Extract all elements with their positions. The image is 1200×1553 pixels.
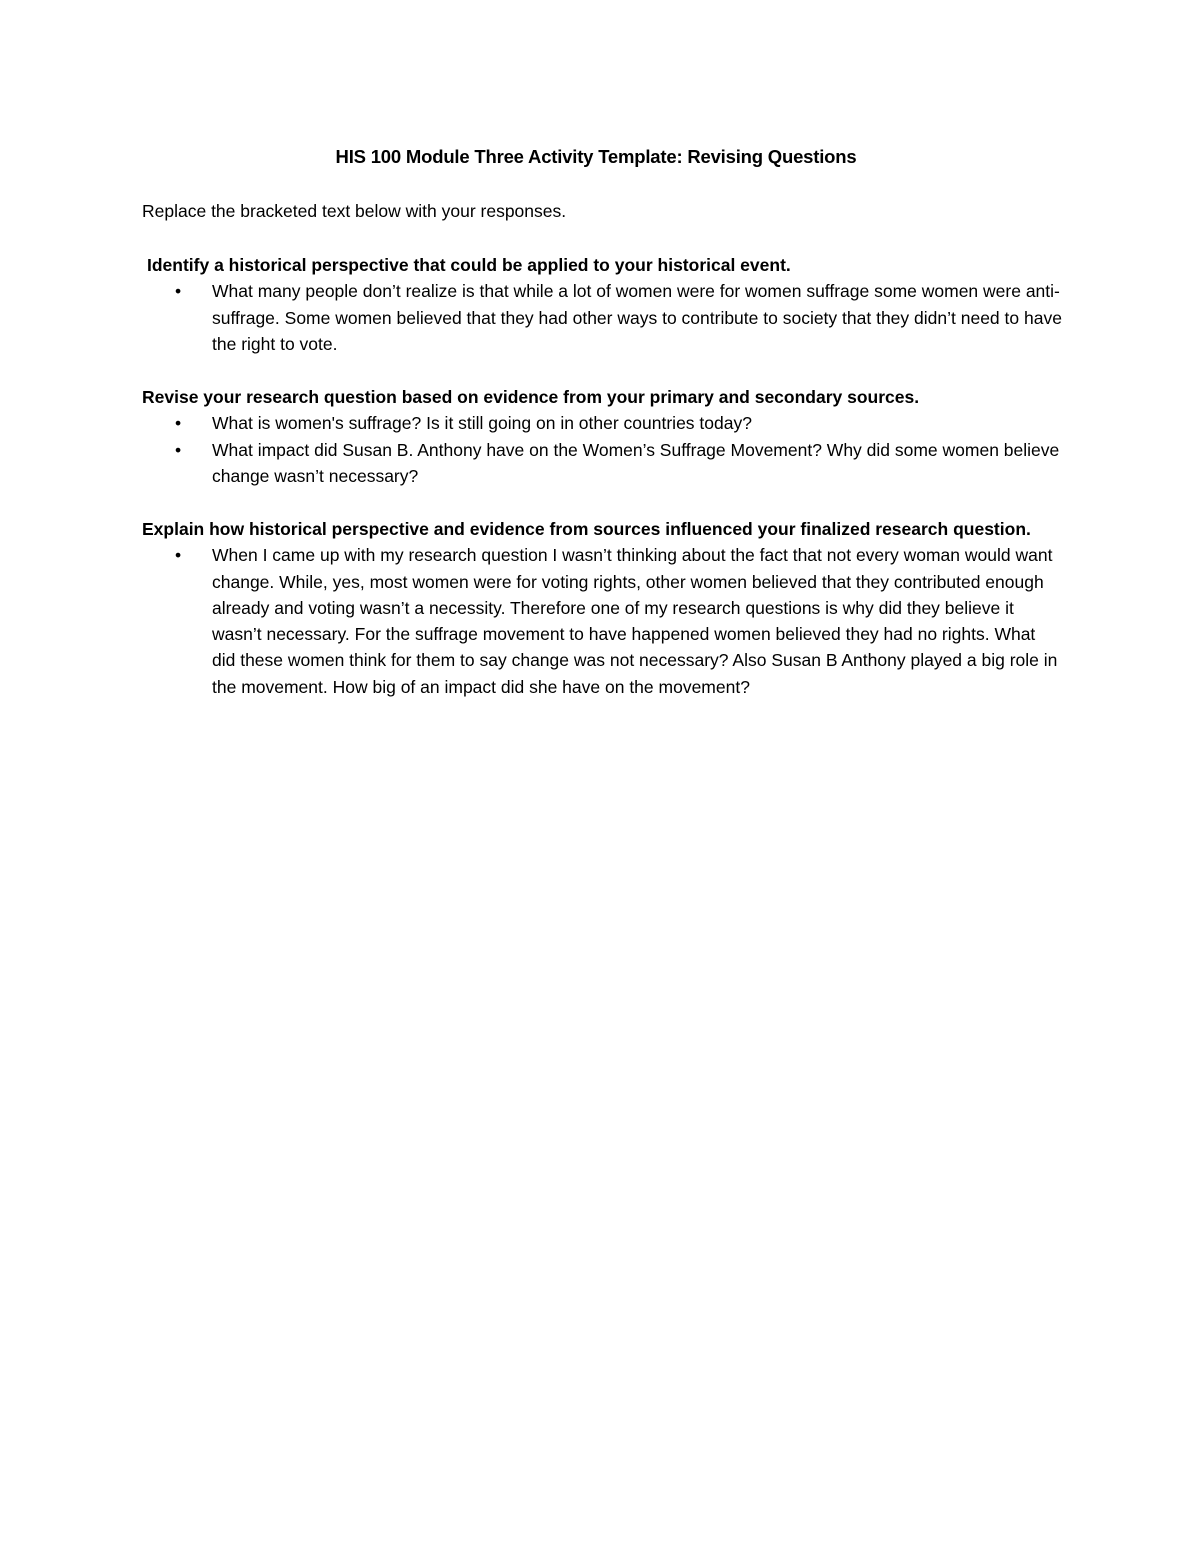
- document-title: HIS 100 Module Three Activity Template: Revising Questions: [335, 146, 857, 167]
- bullet-icon: •: [175, 545, 182, 566]
- bullet-list: [142, 278, 1062, 357]
- bullet-icon: •: [175, 413, 182, 434]
- section-explanation: [142, 516, 1062, 700]
- bullet-item: [142, 437, 1062, 490]
- bullet-item: [142, 278, 1062, 357]
- section-historical-perspective: [142, 252, 1062, 357]
- bullet-icon: •: [175, 439, 182, 460]
- bullet-text: What is women's suffrage? Is it still going on in other countries today?: [212, 413, 752, 434]
- instruction-text: Replace the bracketed text below with your responses.: [142, 201, 567, 221]
- bullet-list: [142, 410, 1062, 489]
- bullet-list: [142, 542, 1062, 700]
- section-heading: Revise your research question based on evidence from your primary and secondary sources.: [142, 387, 920, 407]
- bullet-icon: •: [175, 281, 182, 302]
- section-revised-research-question: [142, 384, 1062, 489]
- bullet-text: What impact did Susan B. Anthony have on the Women’s Suffrage Movement? Why did some women believe change wasn’t necessary?: [212, 439, 1060, 486]
- bullet-item: [142, 410, 1062, 436]
- bullet-text: What many people don’t realize is that while a lot of women were for women suffrage some women were anti-suffrage. Some women believed that they had other ways to contribute to society that they didn’t need to have the right to vote.: [212, 281, 1062, 354]
- section-heading: Explain how historical perspective and evidence from sources influenced your finalized research question.: [142, 519, 1031, 539]
- bullet-item: [142, 542, 1062, 700]
- bullet-text: When I came up with my research question I wasn’t thinking about the fact that not every woman would want change. While, yes, most women were for voting rights, other women believed that they contributed enough already and voting wasn’t a necessity. Therefore one of my research questions is why did they believe it wasn’t necessary. For the suffrage movement to have happened women believed they had no rights. What did these women think for them to say change was not necessary? Also Susan B Anthony played a big role in the movement. How big of an impact did she have on the movement?: [212, 545, 1058, 697]
- section-heading: Identify a historical perspective that could be applied to your historical event.: [147, 255, 791, 275]
